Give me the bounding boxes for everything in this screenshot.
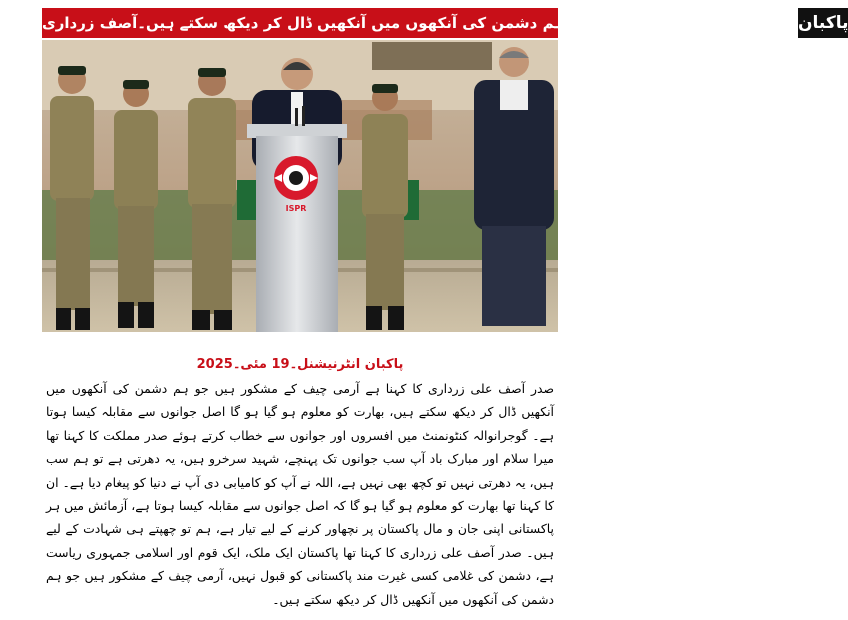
officer-figure-3: [188, 68, 236, 330]
officer-figure-2: [114, 80, 158, 328]
dateline: پاکبان انٹرنیشنل۔19 مئی۔2025: [196, 357, 404, 372]
civilian-figure: [474, 47, 554, 326]
brand-logo: پاکبان: [795, 8, 848, 38]
podium-emblem-label: ISPR: [285, 204, 307, 213]
officer-figure-1: [50, 66, 94, 330]
headline-bar: [42, 8, 848, 38]
news-photo-illustration: [42, 40, 558, 332]
headline-text: آرمی چیف کے مشکور ہیں جو ہم دشمن کی آنکھوں میں آنکھیں ڈال کر دیکھ سکتے ہیں۔آصف زرداری: [42, 14, 785, 32]
flag-left: [237, 180, 257, 220]
news-photo: [42, 40, 558, 332]
article-body: صدر آصف علی زرداری کا کہنا ہے آرمی چیف کے مشکور ہیں جو ہم دشمن کی آنکھوں میں آنکھیں ڈال کر دیکھ سکتے ہیں، بھارت کو معلوم ہو گیا ہو گا اصل جوانوں سے مقابلہ کیسا ہوتا ہے۔ گوجرانوالہ کنٹونمنٹ میں افسروں اور جوانوں سے خطاب کرتے ہوئے صدر مملکت کا کہنا تھا میرا سلام اور مبارک باد آپ سب جوانوں تک پہنچے، شہید سرخرو ہیں، یہ دھرتی ہے تو ہم سب ہیں، یہ دھرتی نہیں تو کچھ بھی نہیں ہے، اللہ نے آپ کو کامیابی دی آپ نے دنیا کو پیغام دیا ہے۔ ان کا کہنا تھا بھارت کو معلوم ہو گیا ہو گا کہ اصل جوانوں سے مقابلہ کیسا ہوتا ہے، آزمائش میں ہر پاکستانی اپنی جان و مال پاکستان پر نچھاور کرنے کے لیے تیار ہے، ہم تو چھپتے ہی شہادت کے لیے ہیں۔ صدر آصف علی زرداری کا کہنا تھا پاکستان ایک ملک، ایک قوم اور اسلامی جمہوری ریاست ہے، دشمن کی غلامی کسی غیرت مند پاکستانی کو قبول نہیں، آرمی چیف کے مشکور ہیں جو ہم دشمن کی آنکھوں میں آنکھیں ڈال کر دیکھ سکتے ہیں۔: [46, 381, 554, 607]
vehicle-silhouette: [372, 42, 492, 70]
podium: [247, 106, 347, 332]
officer-figure-4: [362, 84, 408, 330]
